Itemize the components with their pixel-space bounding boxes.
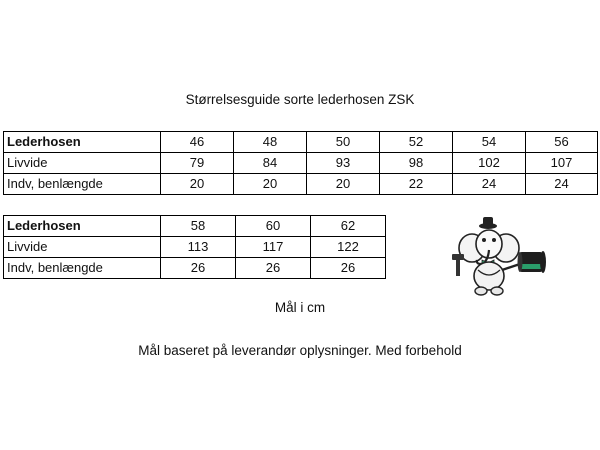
size-cell: 58 (161, 216, 236, 237)
value-cell: 26 (161, 258, 236, 279)
table-row (4, 216, 386, 237)
value-cell: 122 (311, 237, 386, 258)
size-table-2 (3, 215, 386, 279)
value-cell: 93 (307, 153, 380, 174)
size-cell: 62 (311, 216, 386, 237)
value-cell: 24 (453, 174, 526, 195)
value-cell: 26 (311, 258, 386, 279)
row-label: Livvide (4, 153, 161, 174)
value-cell: 24 (526, 174, 598, 195)
row-label: Indv, benlængde (4, 174, 161, 195)
table-row (4, 132, 598, 153)
size-cell: 52 (380, 132, 453, 153)
size-cell: 46 (161, 132, 234, 153)
table-row (4, 258, 386, 279)
value-cell: 79 (161, 153, 234, 174)
size-cell: 48 (234, 132, 307, 153)
page-title: Størrelsesguide sorte lederhosen ZSK (185, 92, 415, 107)
elephant-mascot-icon (448, 214, 558, 298)
value-cell: 20 (161, 174, 234, 195)
value-cell: 117 (236, 237, 311, 258)
value-cell: 113 (161, 237, 236, 258)
size-table-1 (3, 131, 598, 195)
row-label: Lederhosen (4, 216, 161, 237)
value-cell: 84 (234, 153, 307, 174)
row-label: Livvide (4, 237, 161, 258)
value-cell: 26 (236, 258, 311, 279)
value-cell: 102 (453, 153, 526, 174)
value-cell: 98 (380, 153, 453, 174)
size-cell: 56 (526, 132, 598, 153)
table-row (4, 174, 598, 195)
size-cell: 54 (453, 132, 526, 153)
table-row (4, 153, 598, 174)
table-row (4, 237, 386, 258)
size-cell: 50 (307, 132, 380, 153)
unit-note: Mål i cm (274, 300, 326, 315)
value-cell: 107 (526, 153, 598, 174)
row-label: Lederhosen (4, 132, 161, 153)
size-cell: 60 (236, 216, 311, 237)
value-cell: 20 (234, 174, 307, 195)
disclaimer-text: Mål baseret på leverandør oplysninger. Med forbehold (138, 343, 462, 358)
value-cell: 22 (380, 174, 453, 195)
row-label: Indv, benlængde (4, 258, 161, 279)
value-cell: 20 (307, 174, 380, 195)
